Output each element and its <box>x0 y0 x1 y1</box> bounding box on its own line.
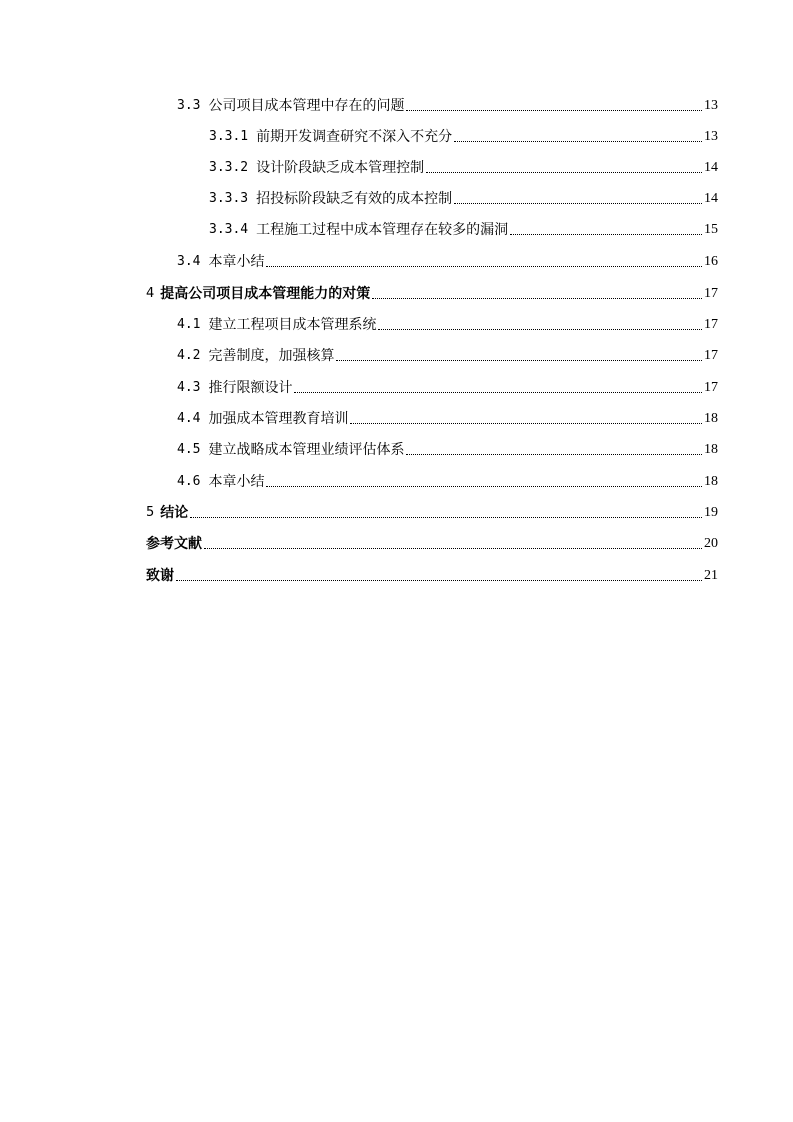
dot-leader <box>190 516 702 518</box>
toc-entry-4-5[interactable] <box>177 437 718 459</box>
dot-leader <box>372 297 702 299</box>
toc-entry-number: 3.3.1 <box>209 129 249 144</box>
toc-entry-4-2[interactable] <box>177 343 718 365</box>
toc-entry-3-3-2[interactable] <box>209 155 718 177</box>
toc-entry-number: 4 <box>146 286 155 301</box>
toc-entry-title: 建立战略成本管理业绩评估体系 <box>208 442 405 458</box>
toc-entry-title: 结论 <box>160 505 189 521</box>
toc-entry-title: 参考文献 <box>146 536 202 552</box>
toc-entry-number: 4.4 <box>177 411 201 426</box>
toc-entry-page: 17 <box>704 286 718 301</box>
toc-entry-3-3-3[interactable] <box>209 186 718 208</box>
dot-leader <box>204 547 702 549</box>
toc-entry-title: 推行限额设计 <box>208 380 293 396</box>
toc-entry-number: 3.3 <box>177 98 201 113</box>
toc-entry-title: 完善制度，加强核算 <box>208 348 335 364</box>
toc-entry-4-4[interactable] <box>177 406 718 428</box>
toc-entry-title: 公司项目成本管理中存在的问题 <box>208 98 405 114</box>
toc-entry-page: 14 <box>704 160 718 175</box>
toc-entry-number: 4.6 <box>177 474 201 489</box>
dot-leader <box>336 359 702 361</box>
toc-entry-page: 18 <box>704 411 718 426</box>
toc-entry-page: 17 <box>704 317 718 332</box>
toc-entry-page: 16 <box>704 254 718 269</box>
toc-entry-5[interactable] <box>146 500 718 522</box>
toc-entry-title: 加强成本管理教育培训 <box>208 411 349 427</box>
toc-entry-title: 建立工程项目成本管理系统 <box>208 317 377 333</box>
toc-entry-page: 20 <box>704 536 718 551</box>
toc-entry-number: 4.1 <box>177 317 201 332</box>
toc-entry-page: 18 <box>704 474 718 489</box>
toc-entry-page: 15 <box>704 222 718 237</box>
toc-entry-title: 致谢 <box>146 568 174 584</box>
toc-entry-number: 5 <box>146 505 155 520</box>
toc-entry-page: 21 <box>704 568 718 583</box>
toc-entry-title: 设计阶段缺乏成本管理控制 <box>256 160 425 176</box>
toc-entry-number: 4.2 <box>177 348 201 363</box>
toc-entry-references[interactable] <box>146 531 718 553</box>
toc-entry-3-3-4[interactable] <box>209 217 718 239</box>
toc-entry-4[interactable] <box>146 281 718 303</box>
toc-entry-title: 招投标阶段缺乏有效的成本控制 <box>256 191 453 207</box>
dot-leader <box>294 391 702 393</box>
toc-entry-4-1[interactable] <box>177 312 718 334</box>
dot-leader <box>378 328 702 330</box>
toc-entry-page: 18 <box>704 442 718 457</box>
toc-entry-3-3[interactable] <box>177 93 718 115</box>
toc-entry-3-3-1[interactable] <box>209 124 718 146</box>
dot-leader <box>266 265 702 267</box>
toc-entry-number: 4.5 <box>177 442 201 457</box>
toc-entry-page: 13 <box>704 98 718 113</box>
dot-leader <box>454 202 702 204</box>
toc-entry-page: 19 <box>704 505 718 520</box>
dot-leader <box>350 422 702 424</box>
toc-entry-title: 本章小结 <box>208 254 265 270</box>
toc-entry-title: 工程施工过程中成本管理存在较多的漏洞 <box>256 222 509 238</box>
toc-entry-page: 17 <box>704 380 718 395</box>
toc-entry-4-3[interactable] <box>177 375 718 397</box>
toc-entry-page: 17 <box>704 348 718 363</box>
toc-entry-4-6[interactable] <box>177 469 718 491</box>
toc-entry-number: 4.3 <box>177 380 201 395</box>
toc-entry-number: 3.3.2 <box>209 160 249 175</box>
dot-leader <box>510 233 702 235</box>
dot-leader <box>406 453 702 455</box>
dot-leader <box>406 109 702 111</box>
toc-entry-number: 3.3.3 <box>209 191 249 206</box>
toc-entry-title: 前期开发调查研究不深入不充分 <box>256 129 453 145</box>
toc-entry-title: 提高公司项目成本管理能力的对策 <box>160 286 371 302</box>
dot-leader <box>454 140 702 142</box>
toc-entry-3-4[interactable] <box>177 249 718 271</box>
toc-entry-acknowledgements[interactable] <box>146 563 718 585</box>
dot-leader <box>176 579 702 581</box>
dot-leader <box>426 171 702 173</box>
dot-leader <box>266 485 702 487</box>
toc-entry-number: 3.3.4 <box>209 222 249 237</box>
toc-entry-page: 14 <box>704 191 718 206</box>
toc-entry-title: 本章小结 <box>208 474 265 490</box>
toc-entry-page: 13 <box>704 129 718 144</box>
toc-entry-number: 3.4 <box>177 254 201 269</box>
